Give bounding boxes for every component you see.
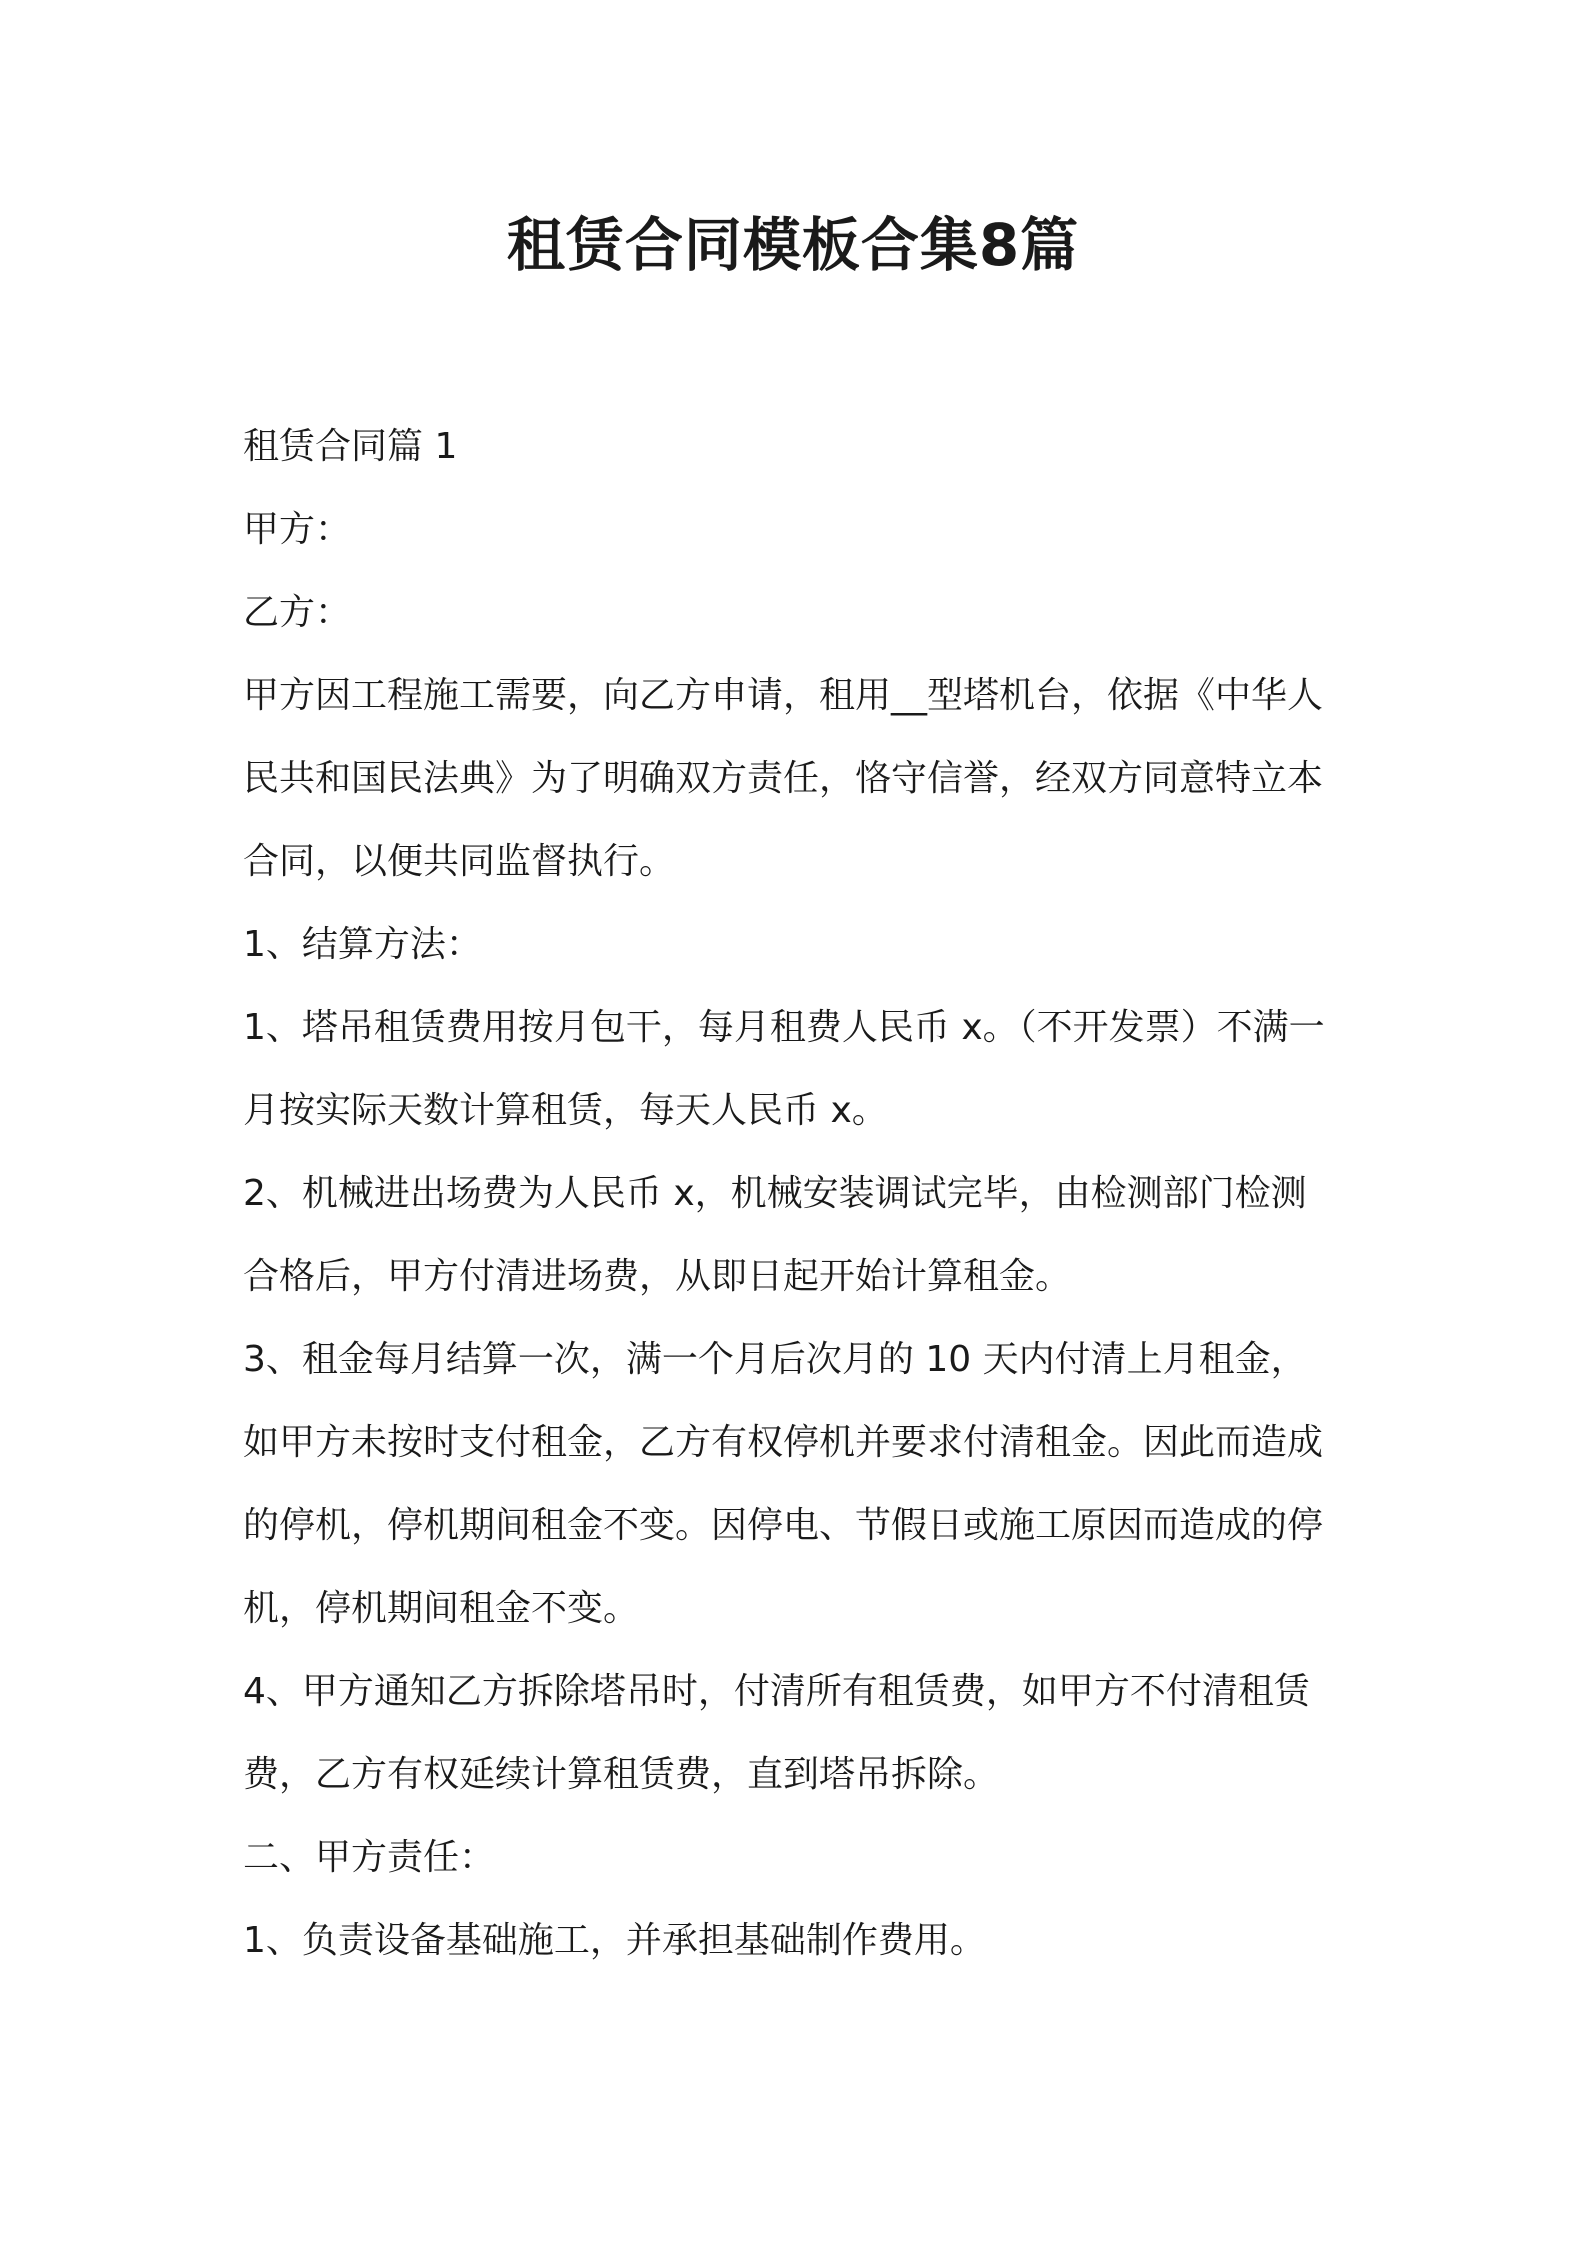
paragraph-line: 1、塔吊租赁费用按月包干，每月租费人民币 x。（不开发票）不满一: [243, 1007, 1325, 1048]
section-heading-contract-1: 租赁合同篇 1: [243, 426, 458, 467]
paragraph-line: 合格后，甲方付清进场费，从即日起开始计算租金。: [243, 1256, 1072, 1297]
paragraph-line: 4、甲方通知乙方拆除塔吊时，付清所有租赁费，如甲方不付清租赁: [243, 1671, 1310, 1712]
paragraph-line: 合同，以便共同监督执行。: [243, 841, 676, 882]
paragraph-line: 民共和国民法典》为了明确双方责任，恪守信誉，经双方同意特立本: [243, 758, 1324, 799]
paragraph-line: 月按实际天数计算租赁，每天人民币 x。: [243, 1090, 888, 1131]
document-title: 租赁合同模板合集8篇: [506, 211, 1080, 279]
paragraph-line: 的停机，停机期间租金不变。因停电、节假日或施工原因而造成的停: [243, 1505, 1324, 1546]
paragraph-line: 2、机械进出场费为人民币 x，机械安装调试完毕，由检测部门检测: [243, 1173, 1307, 1214]
paragraph-line: 1、负责设备基础施工，并承担基础制作费用。: [243, 1920, 986, 1961]
paragraph-line: 费，乙方有权延续计算租赁费，直到塔吊拆除。: [243, 1754, 1000, 1795]
paragraph-line: 如甲方未按时支付租金，乙方有权停机并要求付清租金。因此而造成: [243, 1422, 1324, 1463]
paragraph-line: 3、租金每月结算一次，满一个月后次月的 10 天内付清上月租金，: [243, 1339, 1307, 1380]
party-a-label: 甲方：: [243, 509, 352, 550]
paragraph-line: 机，停机期间租金不变。: [243, 1588, 640, 1629]
clause-heading-settlement: 1、结算方法：: [243, 924, 482, 965]
party-b-label: 乙方：: [243, 592, 352, 633]
document-body: [243, 405, 1363, 1982]
clause-heading-party-a-duties: 二、甲方责任：: [243, 1837, 496, 1878]
paragraph-line: 甲方因工程施工需要，向乙方申请，租用__型塔机台，依据《中华人: [243, 675, 1324, 716]
